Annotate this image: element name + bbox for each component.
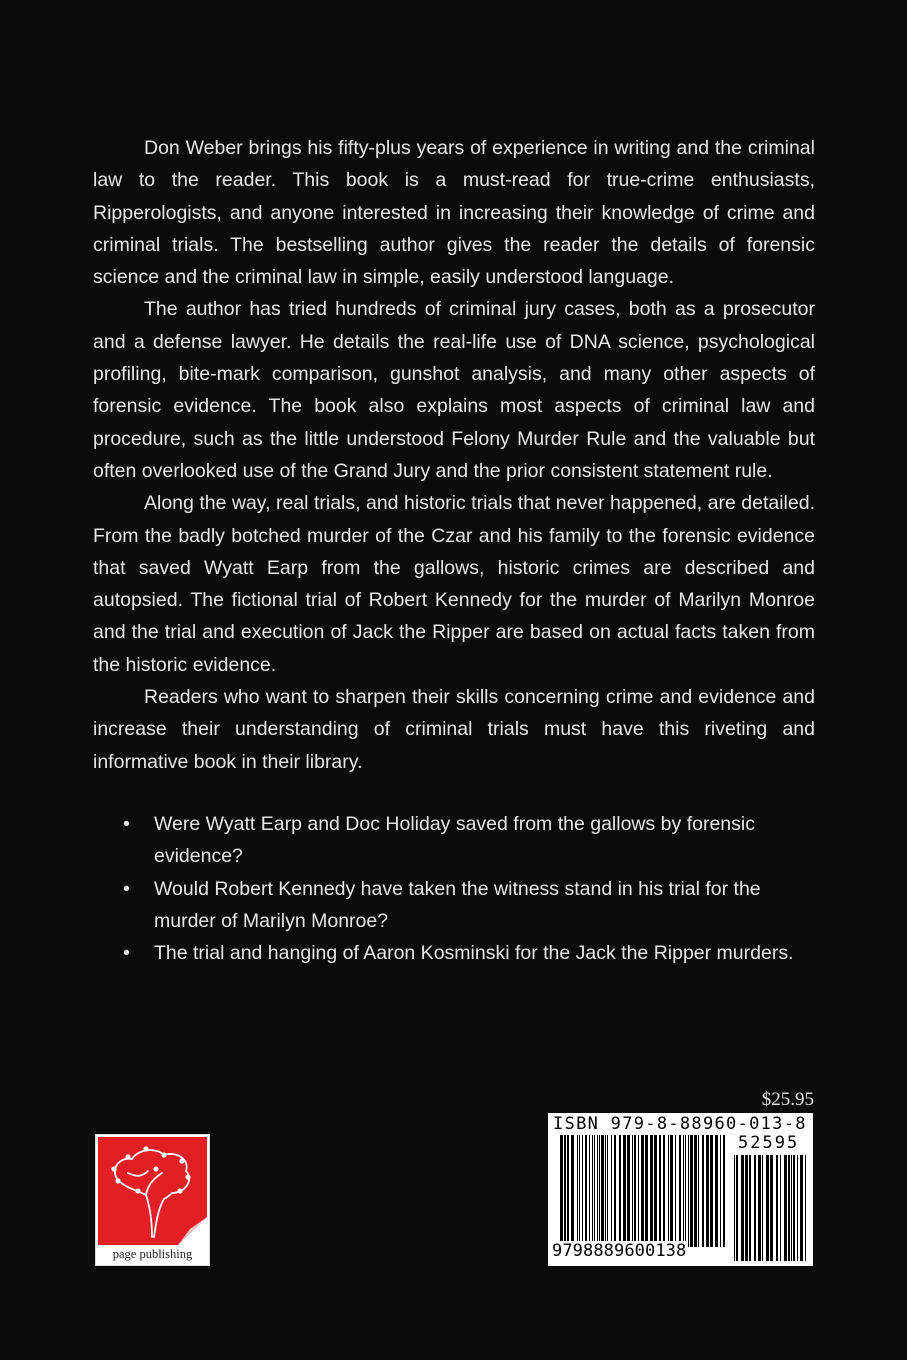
bullet-item xyxy=(93,808,815,873)
barcode-bars-icon xyxy=(560,1135,726,1247)
barcode-digits: 9798889600138 xyxy=(552,1241,687,1261)
addon-number: 52595 xyxy=(738,1133,800,1153)
blurb-paragraph-4: Readers who want to sharpen their skills concerning crime and evidence and increase their understanding of criminal trials must have this riveting and informative book in their library. xyxy=(93,686,815,773)
bullet-marker: • xyxy=(123,877,130,900)
bullet-marker: • xyxy=(123,942,130,965)
bullet-text: Would Robert Kennedy have taken the witness stand in his trial for the murder of Marilyn Monroe? xyxy=(154,877,761,932)
bullet-list xyxy=(93,808,815,969)
bullet-item xyxy=(93,873,815,938)
isbn-label: ISBN 979-8-88960-013-8 xyxy=(553,1114,807,1134)
addon-barcode-bars-icon xyxy=(734,1155,808,1261)
blurb-text xyxy=(93,132,815,778)
bullet-text: Were Wyatt Earp and Doc Holiday saved from the gallows by forensic evidence? xyxy=(154,813,755,868)
publisher-logo xyxy=(95,1134,210,1266)
bullet-marker: • xyxy=(123,813,130,835)
publisher-logo-tree-icon xyxy=(98,1137,207,1245)
bullet-item xyxy=(93,937,815,969)
blurb-paragraph-2: The author has tried hundreds of criminal jury cases, both as a prosecutor and a defense lawyer. He details the real-life use of DNA science, psychological profiling, bite-mark comparison, gunshot analysis, and many other aspects of forensic evidence. The book also explains most aspects of criminal law and procedure, such as the little understood Felony Murder Rule and the valuable but often overlooked use of the Grand Jury and the prior consistent statement rule. xyxy=(93,298,815,482)
publisher-name: page publishing xyxy=(112,1247,193,1261)
blurb-paragraph-1: Don Weber brings his fifty-plus years of experience in writing and the criminal law to the reader. This book is a must-read for true-crime enthusiasts, Ripperologists, and anyone interested in increasing their knowledge of crime and criminal trials. The bestselling author gives the reader the details of forensic science and the criminal law in simple, easily understood language. xyxy=(93,137,815,289)
isbn-barcode xyxy=(548,1113,813,1266)
price-label: $25.95 xyxy=(761,1089,814,1110)
bullet-text: The trial and hanging of Aaron Kosminski for the Jack the Ripper murders. xyxy=(154,942,794,965)
blurb-paragraph-3: Along the way, real trials, and historic trials that never happened, are detailed. From the badly botched murder of the Czar and his family to the forensic evidence that saved Wyatt Earp from the gallows, historic crimes are described and autopsied. The fictional trial of Robert Kennedy for the murder of Marilyn Monroe and the trial and execution of Jack the Ripper are based on actual facts taken from the historic evidence. xyxy=(93,492,815,676)
